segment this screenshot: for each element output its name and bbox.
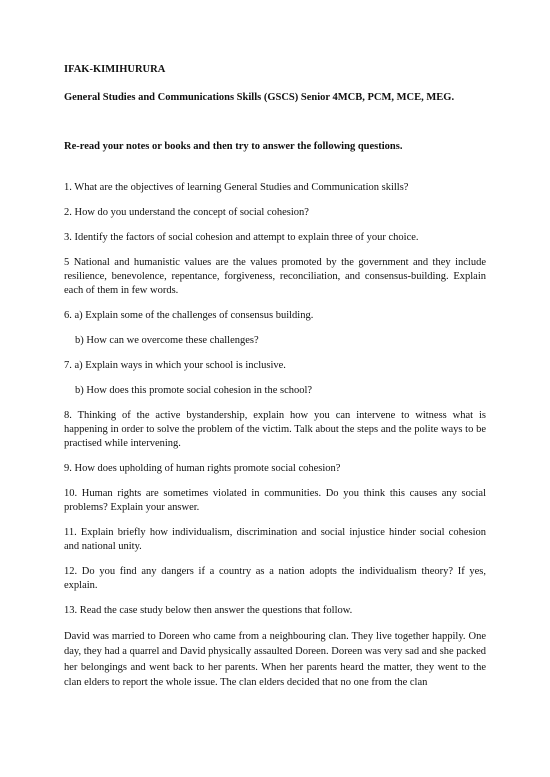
question-7b: b) How does this promote social cohesion in the school? bbox=[75, 385, 313, 396]
question-13: 13. Read the case study below then answer the questions that follow. bbox=[64, 605, 353, 616]
question-8: 8. Thinking of the active bystandership, explain how you can intervene to witness what is happening in order to solve the problem of the victim. Talk about the steps and the polite ways to be practised while intervening. bbox=[64, 410, 486, 449]
question-12: 12. Do you find any dangers if a country as a nation adopts the individualism theory? If yes, explain. bbox=[64, 566, 486, 591]
question-9: 9. How does upholding of human rights promote social cohesion? bbox=[64, 463, 341, 474]
question-6a: 6. a) Explain some of the challenges of consensus building. bbox=[64, 310, 314, 321]
question-list bbox=[64, 181, 486, 618]
question-11: 11. Explain briefly how individualism, discrimination and social injustice hinder social cohesion and national unity. bbox=[64, 527, 486, 552]
school-name: IFAK-KIMIHURURA bbox=[64, 64, 166, 75]
question-3: 3. Identify the factors of social cohesion and attempt to explain three of your choice. bbox=[64, 232, 419, 243]
question-2: 2. How do you understand the concept of social cohesion? bbox=[64, 207, 309, 218]
question-10: 10. Human rights are sometimes violated in communities. Do you think this causes any social problems? Explain your answer. bbox=[64, 488, 486, 513]
question-6b: b) How can we overcome these challenges? bbox=[75, 335, 259, 346]
course-title: General Studies and Communications Skills (GSCS) Senior 4MCB, PCM, MCE, MEG. bbox=[64, 92, 455, 103]
question-1: 1. What are the objectives of learning General Studies and Communication skills? bbox=[64, 182, 409, 193]
instruction-text: Re-read your notes or books and then try to answer the following questions. bbox=[64, 141, 403, 152]
question-7a: 7. a) Explain ways in which your school is inclusive. bbox=[64, 360, 286, 371]
question-5: 5 National and humanistic values are the values promoted by the government and they include resilience, benevolence, repentance, forgiveness, reconciliation, and consensus-building. Explain each of them in few words. bbox=[64, 257, 486, 296]
case-study-text: David was married to Doreen who came from a neighbouring clan. They live together happily. One day, they had a quarrel and David physically assaulted Doreen. Doreen was very sad and she packed her belongings and went back to her parents. When her parents heard the matter, they went to the clan elders to report the whole issue. The clan elders decided that no one from the clan bbox=[64, 631, 486, 689]
